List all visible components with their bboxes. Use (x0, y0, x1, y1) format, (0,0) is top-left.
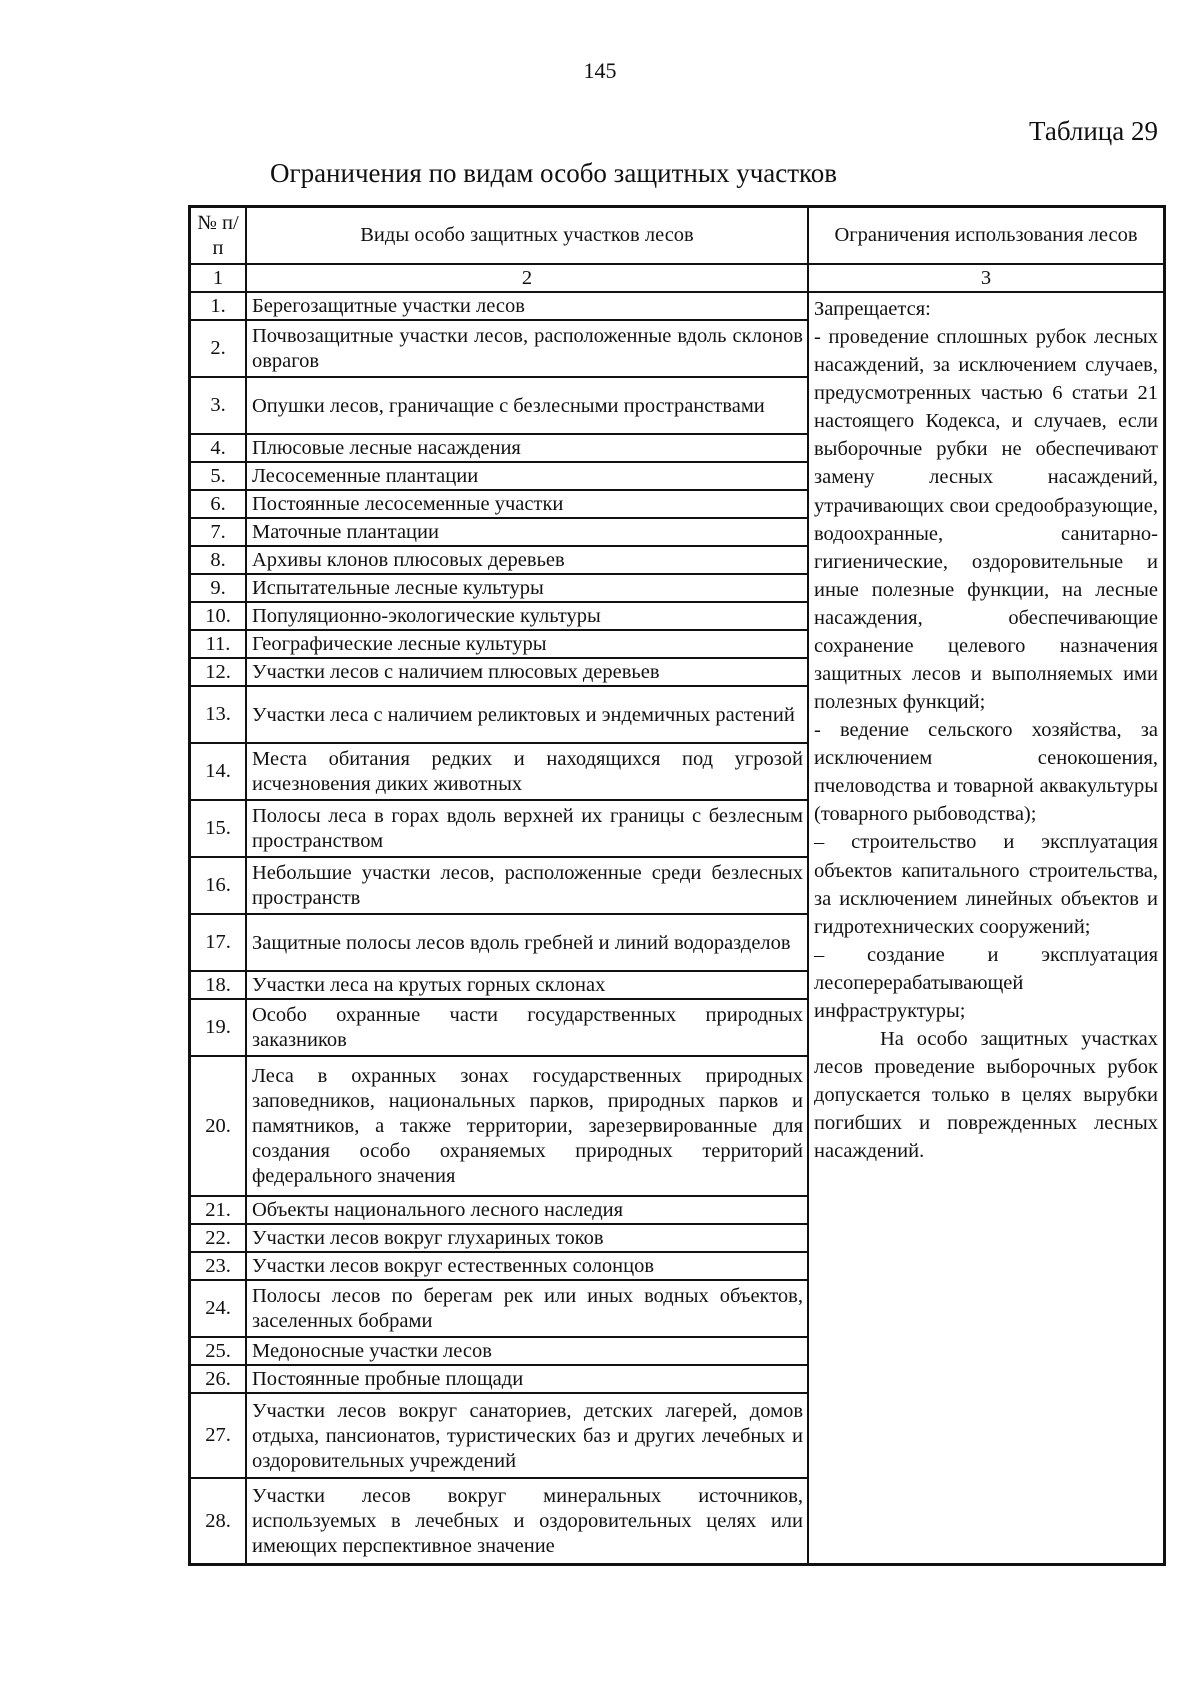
row-area-type (246, 602, 808, 630)
restriction-paragraph: – строительство и эксплуатация объектов капитального строительства, за исключением линейных объектов и гидротехнических сооружений; (814, 831, 1158, 938)
row-number: 20. (190, 1056, 246, 1196)
row-area-type (246, 686, 808, 743)
row-area-type (246, 800, 808, 857)
row-number: 12. (190, 658, 246, 686)
row-number: 11. (190, 630, 246, 658)
row-area-type (246, 914, 808, 971)
restriction-paragraph: - ведение сельского хозяйства, за исключением сенокошения, пчеловодства и товарной аквакультуры (товарного рыбоводства); (814, 719, 1158, 826)
row-number: 23. (190, 1252, 246, 1280)
row-number: 6. (190, 490, 246, 518)
row-number: 7. (190, 518, 246, 546)
column-number-1: 1 (190, 264, 246, 292)
row-area-type-text: Места обитания редких и находящихся под угрозой исчезновения диких животных (252, 748, 803, 795)
row-number: 14. (190, 743, 246, 800)
row-area-type-text: Особо охранные части государственных природных заказников (252, 1004, 803, 1051)
row-area-type (246, 1224, 808, 1252)
row-area-type (246, 1393, 808, 1478)
row-number: 16. (190, 857, 246, 914)
row-area-type-text: Защитные полосы лесов вдоль гребней и линий водоразделов (252, 931, 791, 954)
row-number: 10. (190, 602, 246, 630)
row-number: 2. (190, 320, 246, 377)
row-number: 17. (190, 914, 246, 971)
row-number: 13. (190, 686, 246, 743)
restrictions-cell (808, 292, 1164, 1564)
restriction-paragraph: - проведение сплошных рубок лесных насаждений, за исключением случаев, предусмотренных частью 6 статьи 21 настоящего Кодекса, и случаев, если выборочные рубки не обеспечивают замену лесных насаждений, утрачивающих свои средообразующие, водоохранные, санитарно-гигиенические, оздоровительные и иные полезные функции, на лесные насаждения, обеспечивающие сохранение целевого назначения защитных лесов и выполняемых ими полезных функций; (814, 326, 1158, 714)
row-area-type-text: Леса в охранных зонах государственных природных заповедников, национальных парков, природных парков и памятников, а также территории, зарезервированные для создания особо охраняемых природных территорий федерального значения (252, 1065, 803, 1187)
row-area-type-text: Участки лесов вокруг минеральных источников, используемых в лечебных и оздоровительных целях или имеющих перспективное значение (252, 1485, 803, 1557)
row-area-type (246, 630, 808, 658)
restriction-paragraph: На особо защитных участках лесов проведение выборочных рубок допускается только в целях вырубки погибших и поврежденных лесных насаждений. (814, 1028, 1158, 1163)
row-area-type (246, 518, 808, 546)
page-number: 145 (583, 58, 617, 83)
header-type: Виды особо защитных участков лесов (246, 207, 808, 264)
row-number: 19. (190, 999, 246, 1056)
row-area-type-text: Плюсовые лесные насаждения (252, 437, 521, 459)
row-area-type (246, 1337, 808, 1365)
row-area-type (246, 490, 808, 518)
row-number: 1. (190, 292, 246, 320)
header-restriction: Ограничения использования лесов (808, 207, 1164, 264)
row-area-type-text: Объекты национального лесного наследия (252, 1199, 624, 1221)
row-number: 28. (190, 1478, 246, 1564)
row-area-type (246, 292, 808, 320)
row-number: 25. (190, 1337, 246, 1365)
row-area-type (246, 574, 808, 602)
row-area-type-text: Постоянные пробные площади (252, 1368, 524, 1390)
row-number: 21. (190, 1196, 246, 1224)
row-area-type (246, 743, 808, 800)
row-area-type-text: Участки лесов вокруг санаториев, детских лагерей, домов отдыха, пансионатов, туристических баз и других лечебных и оздоровительных учреждений (252, 1399, 803, 1472)
row-area-type-text: Маточные плантации (252, 521, 439, 543)
row-area-type (246, 1478, 808, 1564)
row-area-type-text: Медоносные участки лесов (252, 1340, 492, 1362)
row-number: 5. (190, 462, 246, 490)
restriction-paragraph: – создание и эксплуатация лесоперерабатывающей инфраструктуры; (814, 943, 1158, 1022)
row-number: 15. (190, 800, 246, 857)
row-number: 24. (190, 1280, 246, 1337)
row-number: 3. (190, 377, 246, 434)
row-area-type-text: Участки лесов вокруг глухариных токов (252, 1227, 604, 1249)
column-number-2: 2 (246, 264, 808, 292)
row-area-type-text: Полосы лесов по берегам рек или иных водных объектов, заселенных бобрами (252, 1285, 803, 1332)
table-label: Таблица 29 (1029, 116, 1158, 146)
row-area-type-text: Архивы клонов плюсовых деревьев (252, 549, 565, 571)
column-number-3: 3 (808, 264, 1164, 292)
row-number: 26. (190, 1365, 246, 1393)
row-number: 22. (190, 1224, 246, 1252)
row-area-type (246, 999, 808, 1056)
restrictions-table (188, 205, 1166, 1566)
row-area-type-text: Берегозащитные участки лесов (252, 295, 525, 317)
row-area-type (246, 377, 808, 434)
row-area-type (246, 1252, 808, 1280)
row-area-type-text: Участки лесов с наличием плюсовых деревьев (252, 661, 660, 683)
restriction-paragraph: Запрещается: (814, 298, 931, 320)
row-area-type (246, 857, 808, 914)
row-area-type (246, 1056, 808, 1196)
row-area-type-text: Лесосеменные плантации (252, 465, 479, 487)
row-area-type-text: Популяционно-экологические культуры (252, 605, 601, 627)
row-area-type-text: Испытательные лесные культуры (252, 577, 544, 599)
row-number: 9. (190, 574, 246, 602)
document-title: Ограничения по видам особо защитных участков (270, 158, 838, 188)
row-area-type (246, 462, 808, 490)
row-area-type (246, 546, 808, 574)
row-number: 18. (190, 971, 246, 999)
row-area-type (246, 320, 808, 377)
row-area-type-text: Участки лесов вокруг естественных солонцов (252, 1255, 655, 1277)
row-area-type-text: Полосы леса в горах вдоль верхней их границы с безлесным пространством (252, 805, 803, 852)
row-number: 8. (190, 546, 246, 574)
row-number: 4. (190, 434, 246, 462)
header-num: № п/п (190, 207, 246, 264)
row-area-type-text: Участки леса на крутых горных склонах (252, 974, 606, 996)
row-area-type (246, 1280, 808, 1337)
row-number: 27. (190, 1393, 246, 1478)
row-area-type (246, 434, 808, 462)
row-area-type-text: Постоянные лесосеменные участки (252, 493, 564, 515)
row-area-type (246, 658, 808, 686)
row-area-type (246, 1196, 808, 1224)
row-area-type-text: Опушки лесов, граничащие с безлесными пространствами (252, 394, 765, 417)
row-area-type-text: Небольшие участки лесов, расположенные среди безлесных пространств (252, 862, 803, 909)
row-area-type (246, 1365, 808, 1393)
row-area-type-text: Географические лесные культуры (252, 633, 547, 655)
row-area-type-text: Почвозащитные участки лесов, расположенные вдоль склонов оврагов (252, 325, 803, 372)
row-area-type (246, 971, 808, 999)
row-area-type-text: Участки леса с наличием реликтовых и эндемичных растений (252, 703, 795, 726)
